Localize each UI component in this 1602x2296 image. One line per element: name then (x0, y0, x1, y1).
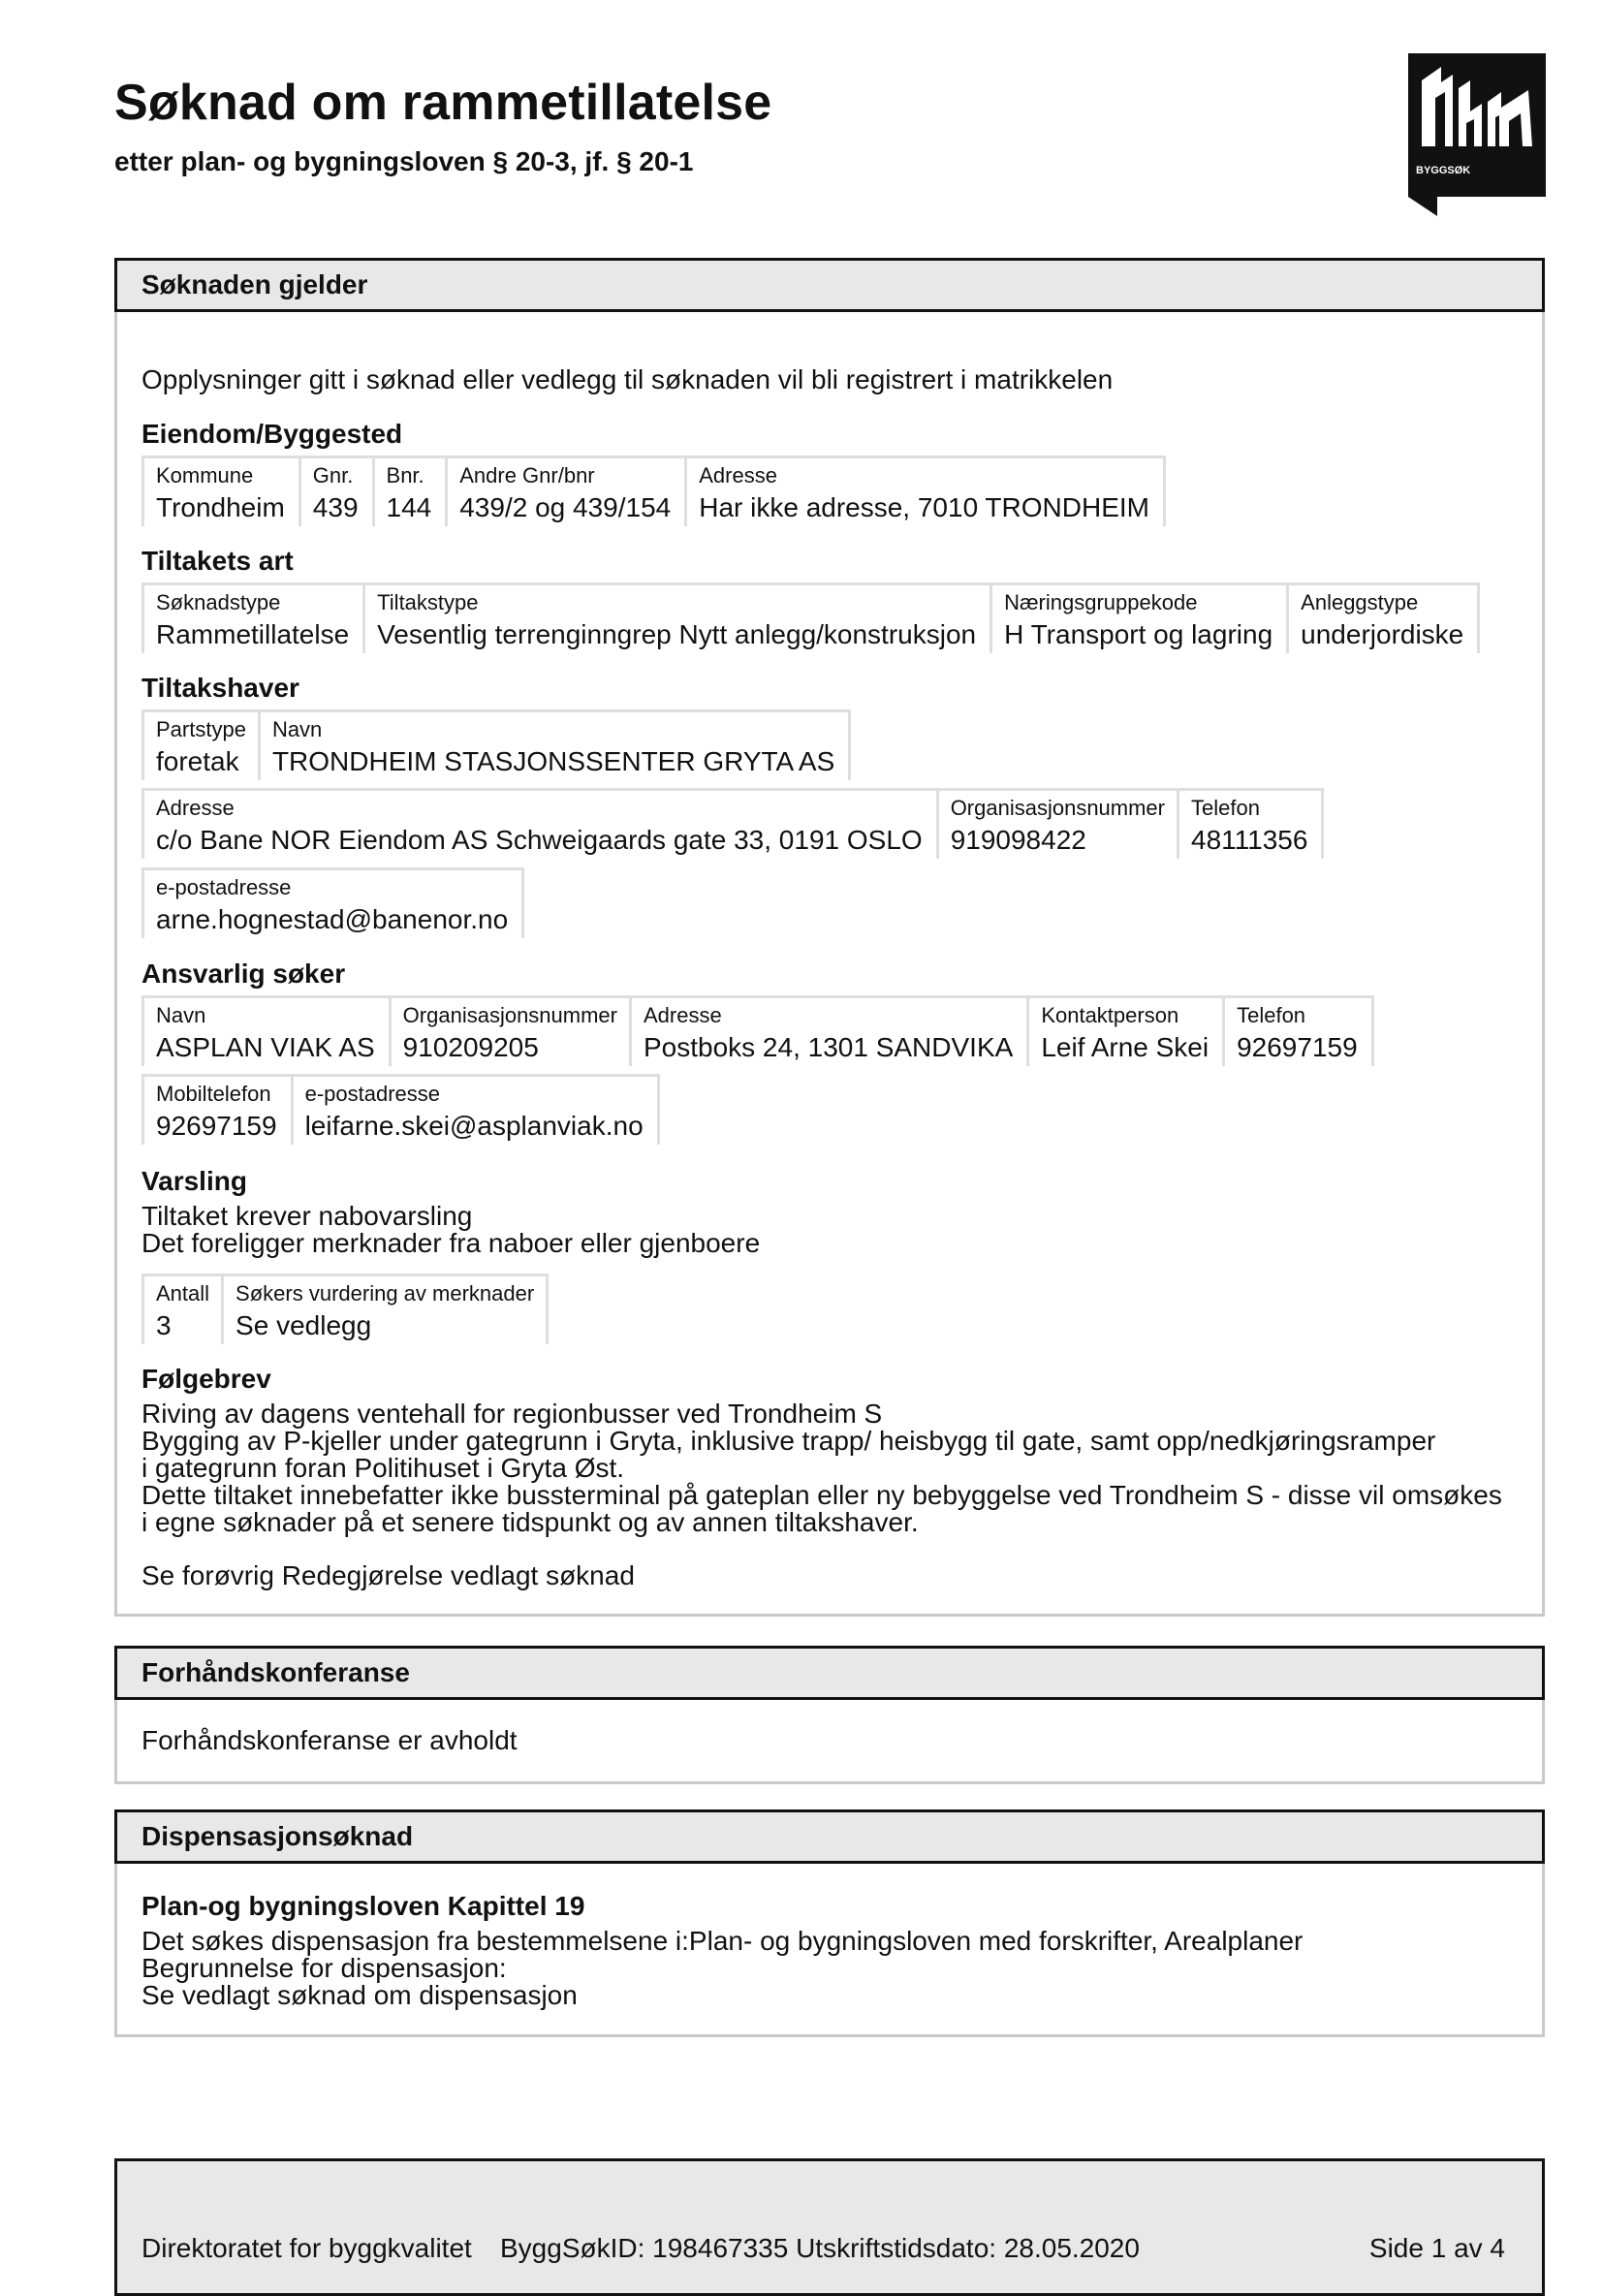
byggsok-logo (1408, 53, 1546, 220)
varsling-title: Varsling (141, 1166, 247, 1196)
dispensasjon-line-1: Det søkes dispensasjon fra bestemmelsene i:Plan- og bygningsloven med forskrifter, Arealplaner (141, 1926, 1304, 1956)
field-kontaktperson: Kontaktperson Leif Arne Skei (1029, 995, 1225, 1066)
field-naeringsgruppekode: Næringsgruppekode H Transport og lagring (992, 582, 1289, 653)
dispensasjon-title: Plan-og bygningsloven Kapittel 19 (141, 1891, 585, 1921)
eiendom-fields (141, 456, 1166, 526)
field-tiltakstype: Tiltakstype Vesentlig terrenginngrep Nytt anlegg/konstruksjon (365, 582, 992, 653)
folgebrev-title: Følgebrev (141, 1364, 271, 1394)
tiltakshaver-title: Tiltakshaver (141, 673, 299, 703)
field-partstype: Partstype foretak (141, 709, 261, 780)
ansvarlig-row2 (141, 1074, 660, 1145)
folgebrev-line-2: Bygging av P-kjeller under gategrunn i Gryta, inklusive trapp/ heisbygg til gate, samt opp/nedkjøringsramper (141, 1426, 1436, 1456)
field-organisasjonsnummer: Organisasjonsnummer 919098422 (939, 788, 1179, 859)
field-telefon: Telefon 92697159 (1225, 995, 1374, 1066)
soknaden-intro: Opplysninger gitt i søknad eller vedlegg til søknaden vil bli registrert i matrikkelen (141, 364, 1114, 394)
varsling-line-1: Tiltaket krever nabovarsling (141, 1201, 473, 1231)
tiltakshaver-row1 (141, 709, 851, 780)
footer-page-number: Side 1 av 4 (1368, 2233, 1505, 2263)
ansvarlig-soker-title: Ansvarlig søker (141, 959, 346, 989)
field-kommune: Kommune Trondheim (141, 456, 301, 526)
dispensasjon-line-3: Se vedlagt søknad om dispensasjon (141, 1980, 578, 2010)
field-navn: Navn TRONDHEIM STASJONSSENTER GRYTA AS (261, 709, 851, 780)
tiltakshaver-row2 (141, 788, 1324, 859)
field-soknadstype: Søknadstype Rammetillatelse (141, 582, 365, 653)
varsling-fields (141, 1274, 549, 1344)
tiltakets-art-fields (141, 582, 1480, 653)
folgebrev-line-1: Riving av dagens ventehall for regionbusser ved Trondheim S (141, 1399, 883, 1429)
footer-id: ByggSøkID: 198467335 Utskriftstidsdato: 28.05.2020 (500, 2233, 1140, 2263)
varsling-line-2: Det foreligger merknader fra naboer eller gjenboere (141, 1228, 761, 1258)
field-e-postadresse: e-postadresse arne.hognestad@banenor.no (141, 867, 524, 938)
forhandskonferanse-heading: Forhåndskonferanse (114, 1646, 1545, 1700)
field-e-postadresse: e-postadresse leifarne.skei@asplanviak.no (294, 1074, 660, 1145)
field-antall: Antall 3 (141, 1274, 224, 1344)
field-mobiltelefon: Mobiltelefon 92697159 (141, 1074, 294, 1145)
page-footer (114, 2158, 1545, 2296)
document-subtitle: etter plan- og bygningsloven § 20-3, jf. § 20-1 (114, 146, 694, 176)
document-title: Søknad om rammetillatelse (114, 75, 772, 131)
footer-org: Direktoratet for byggkvalitet (141, 2233, 472, 2263)
forhandskonferanse-text: Forhåndskonferanse er avholdt (141, 1725, 518, 1755)
field-navn: Navn ASPLAN VIAK AS (141, 995, 392, 1066)
field-adresse: Adresse Postboks 24, 1301 SANDVIKA (632, 995, 1029, 1066)
ansvarlig-row1 (141, 995, 1374, 1066)
eiendom-title: Eiendom/Byggested (141, 419, 403, 449)
field-sokers-vurdering: Søkers vurdering av merknader Se vedlegg (224, 1274, 549, 1344)
tiltakets-art-title: Tiltakets art (141, 546, 294, 576)
soknaden-heading: Søknaden gjelder (114, 258, 1545, 312)
tiltakshaver-row3 (141, 867, 524, 938)
field-adresse: Adresse Har ikke adresse, 7010 TRONDHEIM (687, 456, 1166, 526)
folgebrev-line-5: i egne søknader på et senere tidspunkt og av annen tiltakshaver. (141, 1507, 919, 1537)
field-bnr: Bnr. 144 (375, 456, 449, 526)
field-organisasjonsnummer: Organisasjonsnummer 910209205 (392, 995, 632, 1066)
dispensasjon-line-2: Begrunnelse for dispensasjon: (141, 1953, 507, 1983)
folgebrev-line-3: i gategrunn foran Politihuset i Gryta Øst. (141, 1453, 625, 1483)
dispensasjon-heading: Dispensasjonsøknad (114, 1809, 1545, 1864)
field-adresse: Adresse c/o Bane NOR Eiendom AS Schweigaards gate 33, 0191 OSLO (141, 788, 939, 859)
folgebrev-line-4: Dette tiltaket innebefatter ikke bussterminal på gateplan eller ny bebyggelse ved Trondheim S - disse vil omsøkes (141, 1480, 1502, 1510)
field-anleggstype: Anleggstype underjordiske (1289, 582, 1480, 653)
folgebrev-closing: Se forøvrig Redegjørelse vedlagt søknad (141, 1560, 635, 1590)
logo-text: BYGGSØK (1416, 165, 1471, 176)
field-telefon: Telefon 48111356 (1179, 788, 1324, 859)
field-andre-gnr-bnr: Andre Gnr/bnr 439/2 og 439/154 (448, 456, 687, 526)
field-gnr: Gnr. 439 (301, 456, 375, 526)
